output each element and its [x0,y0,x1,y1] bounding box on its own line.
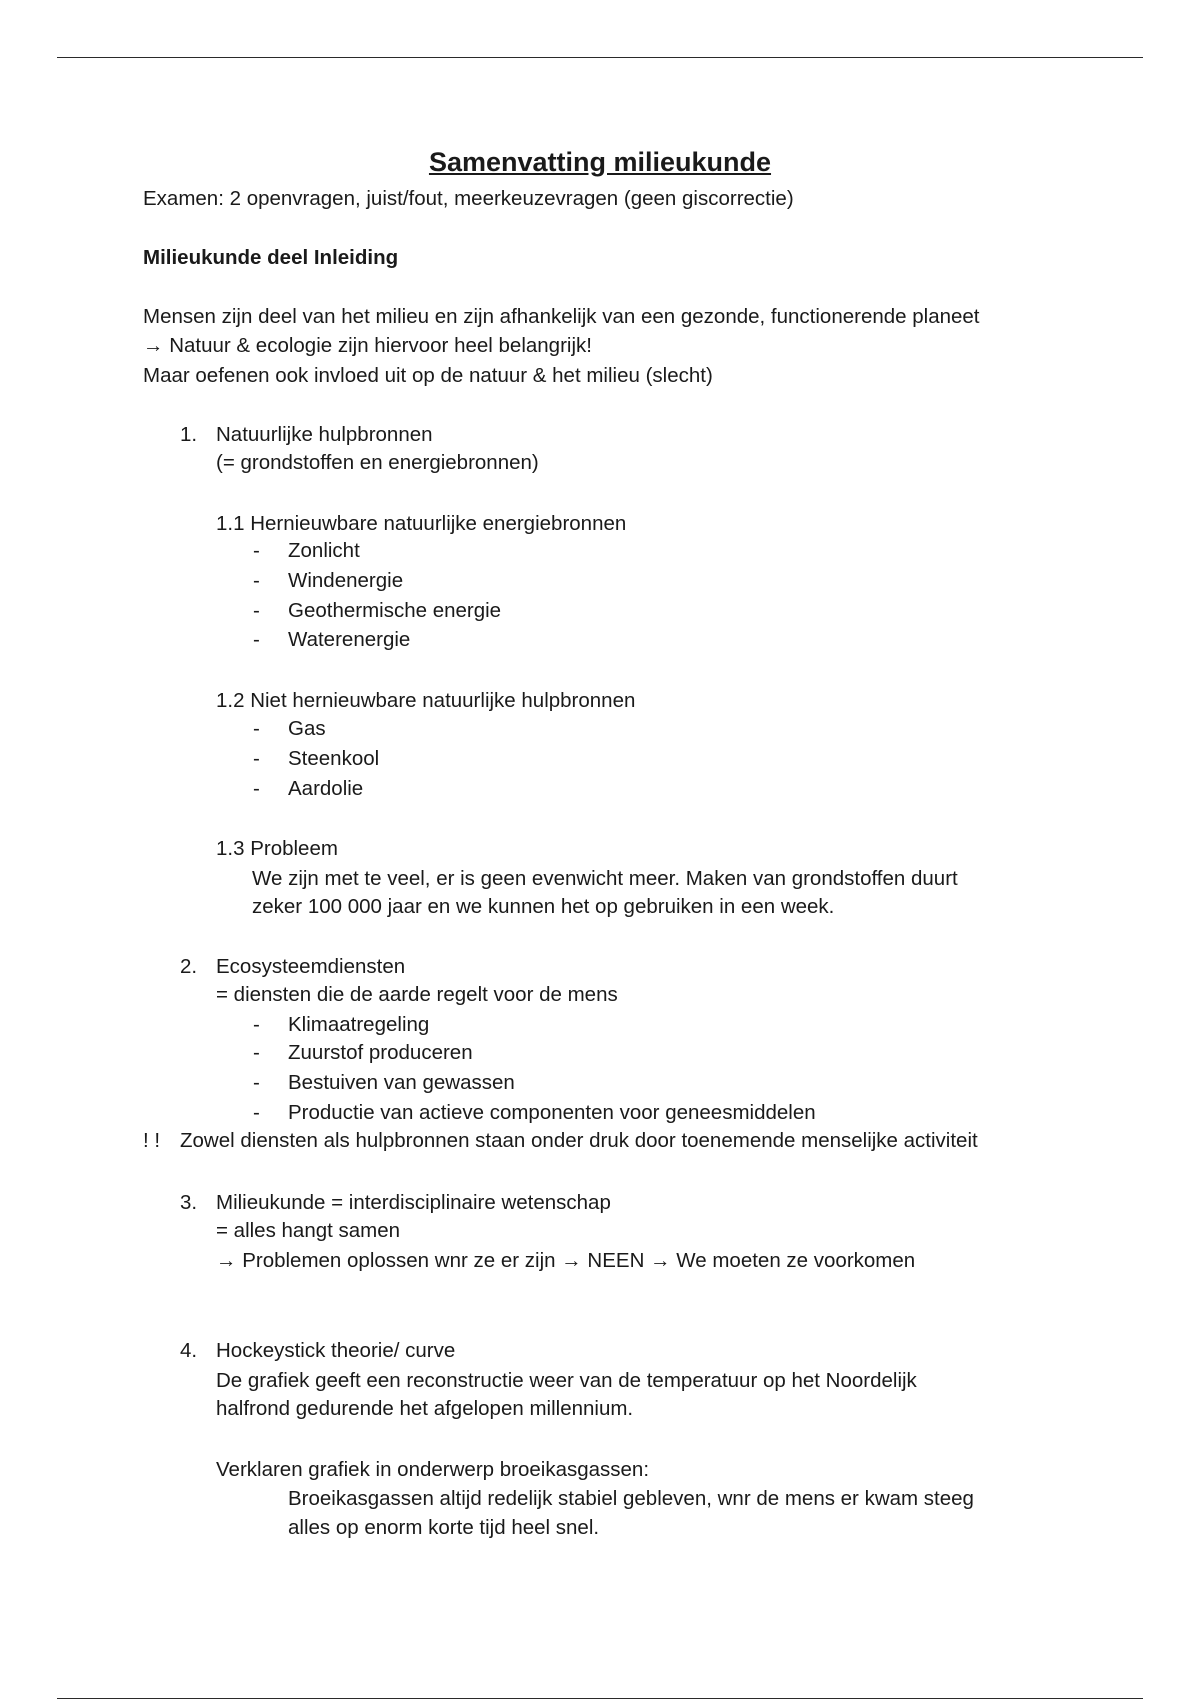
exam-line: Examen: 2 openvragen, juist/fout, meerkeuzevragen (geen giscorrectie) [143,187,794,210]
bullet-dash: - [253,717,260,740]
sub-1-3-text-2: zeker 100 000 jaar en we kunnen het op gebruiken in een week. [252,895,835,918]
list-item: Zuurstof produceren [288,1041,473,1064]
sub-1-3-title: 1.3 Probleem [216,837,338,860]
sub-1-3-text-1: We zijn met te veel, er is geen evenwicht meer. Maken van grondstoffen duurt [252,867,958,890]
bullet-dash: - [253,539,260,562]
item-1-number: 1. [180,423,198,446]
list-item: Gas [288,717,326,740]
item-4-text-2: halfrond gedurende het afgelopen millennium. [216,1397,634,1420]
document-title: Samenvatting milieukunde [428,147,772,177]
item-3-line-3: → Problemen oplossen wnr ze er zijn → NEEN → We moeten ze voorkomen [216,1249,916,1272]
bullet-dash: - [253,569,260,592]
item-4-text-1: De grafiek geeft een reconstructie weer van de temperatuur op het Noordelijk [216,1369,917,1392]
item-1-note: (= grondstoffen en energiebronnen) [216,451,539,474]
bullet-dash: - [253,1013,260,1036]
list-item: Windenergie [288,569,404,592]
item-4-subtext-1: Broeikasgassen altijd redelijk stabiel gebleven, wnr de mens er kwam steeg [288,1487,974,1510]
bullet-dash: - [253,747,260,770]
item-4-subtext-2: alles op enorm korte tijd heel snel. [288,1516,600,1539]
list-item: Waterenergie [288,628,411,651]
intro-line-2: → Natuur & ecologie zijn hiervoor heel belangrijk! [143,334,592,357]
item-2-title: Ecosysteemdiensten [216,955,406,978]
footer-rule [57,1698,1143,1699]
list-item: Bestuiven van gewassen [288,1071,515,1094]
item-3-number: 3. [180,1191,198,1214]
sub-1-1-title: 1.1 Hernieuwbare natuurlijke energiebronnen [216,512,627,535]
list-item: Steenkool [288,747,380,770]
item-4-number: 4. [180,1339,198,1362]
sub-1-2-title: 1.2 Niet hernieuwbare natuurlijke hulpbronnen [216,689,636,712]
bullet-dash: - [253,777,260,800]
header-rule [57,57,1143,58]
list-item: Productie van actieve componenten voor geneesmiddelen [288,1101,816,1124]
item-4-subheading: Verklaren grafiek in onderwerp broeikasgassen: [216,1458,650,1481]
list-item: Klimaatregeling [288,1013,430,1036]
bullet-dash: - [253,628,260,651]
item-2-definition: = diensten die de aarde regelt voor de mens [216,983,618,1006]
list-item: Zonlicht [288,539,360,562]
list-item: Geothermische energie [288,599,502,622]
warning-text: Zowel diensten als hulpbronnen staan onder druk door toenemende menselijke activiteit [180,1129,978,1152]
item-2-number: 2. [180,955,198,978]
item-4-title: Hockeystick theorie/ curve [216,1339,456,1362]
item-1-title: Natuurlijke hulpbronnen [216,423,433,446]
bullet-dash: - [253,1101,260,1124]
warning-marker: ! ! [143,1129,161,1152]
intro-line-3: Maar oefenen ook invloed uit op de natuur & het milieu (slecht) [143,364,713,387]
item-3-title: Milieukunde = interdisciplinaire wetenschap [216,1191,611,1214]
bullet-dash: - [253,1071,260,1094]
section-heading: Milieukunde deel Inleiding [143,246,399,269]
bullet-dash: - [253,599,260,622]
bullet-dash: - [253,1041,260,1064]
intro-line-1: Mensen zijn deel van het milieu en zijn afhankelijk van een gezonde, functionerende planeet [143,305,980,328]
list-item: Aardolie [288,777,364,800]
item-3-line-2: = alles hangt samen [216,1219,401,1242]
